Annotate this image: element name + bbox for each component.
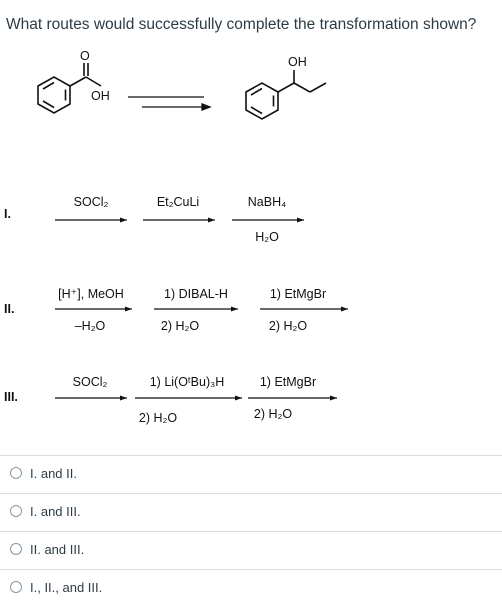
route-label: III. (4, 390, 18, 404)
bond (278, 83, 294, 92)
ring-double-bond (43, 83, 54, 90)
question-text: What routes would successfully complete the transformation shown? (6, 16, 477, 33)
reagent-below: 2) H₂O (160, 319, 200, 333)
option-label[interactable]: I., II., and III. (30, 580, 103, 595)
route-2 (4, 287, 348, 333)
radio-button[interactable] (10, 505, 22, 517)
ring-double-bond (251, 107, 262, 114)
arrowhead (341, 307, 348, 312)
bond (310, 83, 326, 92)
ring-double-bond (43, 101, 54, 108)
product-structure (246, 70, 326, 119)
route-3 (4, 375, 337, 425)
arrowhead (208, 218, 215, 223)
reagent-above: SOCl₂ (72, 375, 108, 389)
answer-option[interactable] (0, 569, 502, 610)
radio-button[interactable] (10, 543, 22, 555)
option-label[interactable]: I. and II. (30, 466, 77, 481)
route-1 (4, 195, 304, 244)
arrowhead (330, 396, 337, 401)
reagent-above: 1) DIBAL-H (164, 287, 228, 301)
arrowhead (235, 396, 242, 401)
option-label[interactable]: I. and III. (30, 504, 81, 519)
route-label: I. (4, 207, 11, 221)
reagent-below: –H₂O (74, 319, 106, 333)
arrowhead (297, 218, 304, 223)
option-label[interactable]: II. and III. (30, 542, 85, 557)
reagent-above: SOCl₂ (73, 195, 109, 209)
product-oh-label: OH (288, 55, 307, 69)
bond (86, 77, 101, 86)
reaction-arrow (128, 97, 210, 110)
radio-button[interactable] (10, 467, 22, 479)
reagent-above: NaBH₄ (247, 195, 287, 209)
reagent-below: 2) H₂O (138, 411, 178, 425)
answer-option[interactable] (0, 455, 502, 494)
radio-button[interactable] (10, 581, 22, 593)
reactant-oh-label: OH (91, 89, 110, 103)
reagent-above: Et₂CuLi (156, 195, 200, 209)
answer-option[interactable] (0, 531, 502, 570)
reagent-above: [H⁺], MeOH (58, 287, 124, 301)
reagent-above: 1) EtMgBr (259, 375, 317, 389)
answer-option[interactable] (0, 493, 502, 532)
reactant-oxygen-label: O (80, 49, 90, 63)
bond (294, 83, 310, 92)
reagent-above: 1) Li(OᵗBu)₃H (149, 375, 225, 389)
reagent-above: 1) EtMgBr (269, 287, 327, 301)
arrowhead (125, 307, 132, 312)
reagent-below: H₂O (255, 230, 279, 244)
route-label: II. (4, 302, 15, 316)
reactant-structure (38, 63, 101, 113)
bond (70, 77, 86, 86)
arrowhead (120, 218, 127, 223)
arrowhead (231, 307, 238, 312)
reagent-below: 2) H₂O (268, 319, 308, 333)
reagent-below: 2) H₂O (253, 407, 293, 421)
arrowhead (120, 396, 127, 401)
ring-double-bond (251, 89, 262, 96)
